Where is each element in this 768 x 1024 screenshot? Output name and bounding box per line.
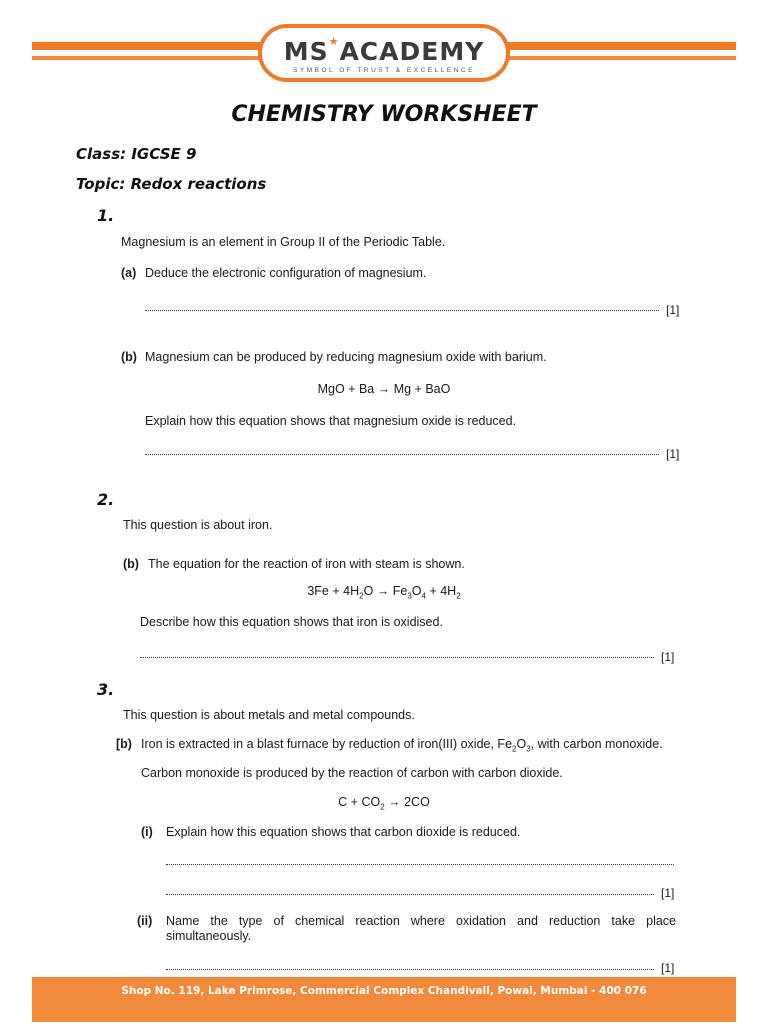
q3-i-label: (i) xyxy=(141,825,153,839)
logo-main-text: MS★ACADEMY xyxy=(283,35,485,66)
q3-ii-text-line-2: simultaneously. xyxy=(166,929,252,943)
q1-b-answer-line[interactable] xyxy=(145,454,659,455)
q2-answer-line[interactable] xyxy=(140,657,654,658)
footer-band xyxy=(32,977,736,1022)
topic-label: Topic: Redox reactions xyxy=(76,175,267,193)
star-icon: ★ xyxy=(328,35,340,48)
q3-ii-mark: [1] xyxy=(661,961,675,975)
q3-i-answer-line-2[interactable] xyxy=(166,894,654,895)
footer-address: Shop No. 119, Lake Primrose, Commercial Complex Chandivali, Powai, Mumbai - 400 076 xyxy=(121,985,647,997)
q1-intro: Magnesium is an element in Group II of the Periodic Table. xyxy=(121,235,446,249)
q1-a-mark: [1] xyxy=(666,303,680,317)
logo xyxy=(258,24,510,82)
q3-i-text: Explain how this equation shows that carbon dioxide is reduced. xyxy=(166,825,521,839)
page-title: CHEMISTRY WORKSHEET xyxy=(231,102,537,127)
q1-a-answer-line[interactable] xyxy=(145,310,659,311)
q3-b-text: Iron is extracted in a blast furnace by reduction of iron(III) oxide, $Fe_2O_3$, with carbon monoxide. xyxy=(141,737,663,754)
q1-b-prompt: Explain how this equation shows that magnesium oxide is reduced. xyxy=(145,414,517,428)
q1-b-text: Magnesium can be produced by reducing magnesium oxide with barium. xyxy=(145,350,547,364)
class-label: Class: IGCSE 9 xyxy=(76,145,197,163)
q3-co-text: Carbon monoxide is produced by the reaction of carbon with carbon dioxide. xyxy=(141,766,563,780)
q3-i-mark: [1] xyxy=(661,886,675,900)
q1-a-text: Deduce the electronic configuration of magnesium. xyxy=(145,266,427,280)
q1-b-label: (b) xyxy=(121,350,137,364)
q2-equation: $3Fe + 4H_2O \to Fe_3O_4 + 4H_2$ xyxy=(307,584,461,601)
q2-intro: This question is about iron. xyxy=(123,518,273,532)
q1-b-mark: [1] xyxy=(666,447,680,461)
q3-b-label: [b) xyxy=(116,737,132,751)
q2-b-text: The equation for the reaction of iron with steam is shown. xyxy=(148,557,465,571)
q2-mark: [1] xyxy=(661,650,675,664)
question-1-number: 1. xyxy=(97,206,115,225)
q3-ii-label: (ii) xyxy=(137,914,153,928)
q3-ii-answer-line[interactable] xyxy=(166,969,654,970)
question-2-number: 2. xyxy=(97,490,115,509)
q1-a-label: (a) xyxy=(121,266,137,280)
q3-equation: $C + CO_2 \to 2CO$ xyxy=(338,795,430,812)
q3-i-answer-line-1[interactable] xyxy=(166,864,674,865)
logo-tagline: SYMBOL OF TRUST & EXCELLENCE xyxy=(293,67,475,74)
q1-equation: MgO + Ba → Mg + BaO xyxy=(317,382,451,396)
question-3-number: 3. xyxy=(97,680,115,699)
q2-b-label: (b) xyxy=(123,557,139,571)
q3-ii-text-line-1: Name the type of chemical reaction where oxidation and reduction take place xyxy=(166,914,676,928)
q3-intro: This question is about metals and metal compounds. xyxy=(123,708,415,722)
q2-prompt: Describe how this equation shows that iron is oxidised. xyxy=(140,615,443,629)
